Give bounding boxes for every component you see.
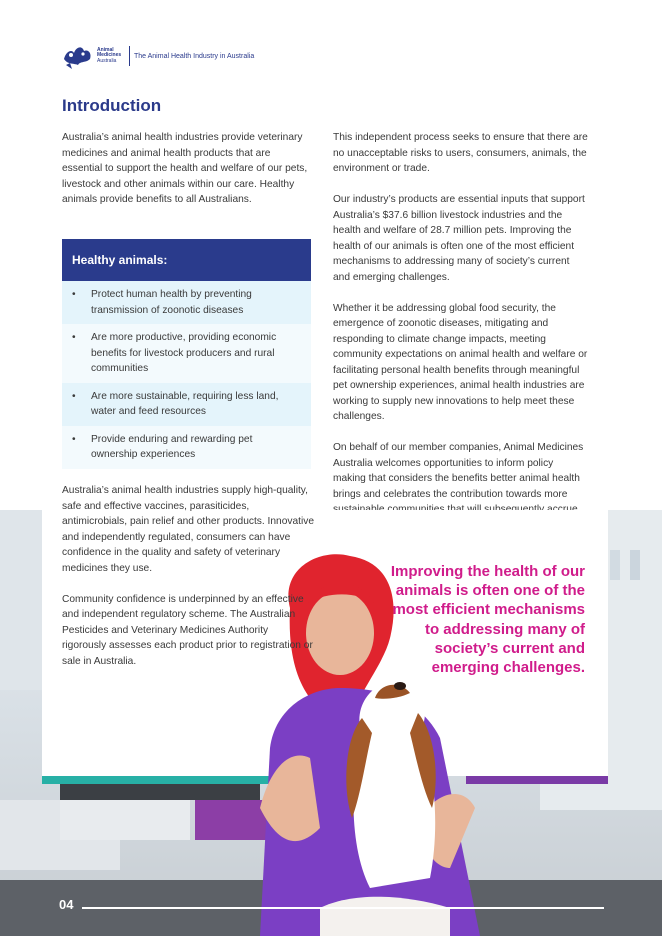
bullet-icon: • [72,289,76,300]
header-title: The Animal Health Industry in Australia [134,52,255,60]
healthy-animals-box [62,239,311,469]
logo-line: Animal [97,46,114,53]
list-item-text: Provide enduring and rewarding pet ownership experiences [91,433,253,460]
list-item-text: Protect human health by preventing transmission of zoonotic diseases [91,289,252,316]
list-item [62,324,311,383]
paragraph: On behalf of our member companies, Animal Medicines Australia welcomes opportunities to inform policy making that considers the benefits better animal health brings and celebrates the contribution towards more [333,442,584,500]
intro-paragraph [62,130,312,223]
right-column [333,130,588,533]
paragraph: This independent process seeks to ensure that there are no unacceptable risks to users, consumers, animals, the environment or trade. [333,132,588,174]
pull-quote: Improving the health of our animals is often one of the most efficient mechanisms to addressing many of society’s current and emerging challenges. [390,563,585,677]
list-item [62,281,311,324]
bullet-icon: • [72,390,76,402]
list-item [62,426,311,469]
paragraph: Community confidence is underpinned by an effective and independent regulatory scheme. The Australian Pesticides and Veterinary Medicines Authority rigorously assesses each product prior to registration or sale in Australia. [62,593,313,667]
logo-line: Medicines [97,52,122,59]
paragraph: Australia’s animal health industries provide veterinary medicines and animal health products that are essential to support the health and welfare of our pets, livestock and other animals within our care. Healthy animals provide benefits to all Australians. [62,132,308,205]
list-item [62,383,311,426]
list-item-text: Are more sustainable, requiring less land, water and feed resources [91,390,279,417]
logo-line: Australia [97,57,117,64]
page-title: Introduction [62,96,162,115]
teal-accent-bar [42,776,282,784]
bullet-icon: • [72,332,76,343]
paragraph: Australia’s animal health industries supply high-quality, safe and effective vaccines, parasiticides, antimicrobials, pain relief and other products. Innovative and independently regulated, consumers can have confidence in the quality and safety of veterinary medicines they use. [62,485,314,574]
page-header [62,40,254,72]
box-title: Healthy animals: [62,239,311,281]
page-number: 04 [59,897,74,912]
animal-silhouettes-icon [62,41,94,71]
paragraph: Whether it be addressing global food security, the emergence of zoonotic diseases, mitigating and responding to climate change impacts, meeting community expectations on animal health and welfare or facilitating personal health benefits through meaningful pet ownership experiences, animal health industries are working to supply new innovations to help meet these challenges. [333,302,588,422]
bullet-icon: • [72,433,76,445]
header-divider [129,46,130,66]
left-column-bottom [62,483,314,685]
logo-text [97,48,127,65]
logo [62,41,127,71]
list-item-text: Are more productive, providing economic benefits for livestock producers and rural communities [91,332,277,374]
paragraph: Our industry’s products are essential inputs that support Australia’s $37.6 billion livestock industries and the health and welfare of 28.7 million pets. Improving the health of our animals is often one of the most efficient mechanisms to addressing many of society’s current and emerging challenges. [333,194,585,283]
footer-rule [82,907,604,909]
